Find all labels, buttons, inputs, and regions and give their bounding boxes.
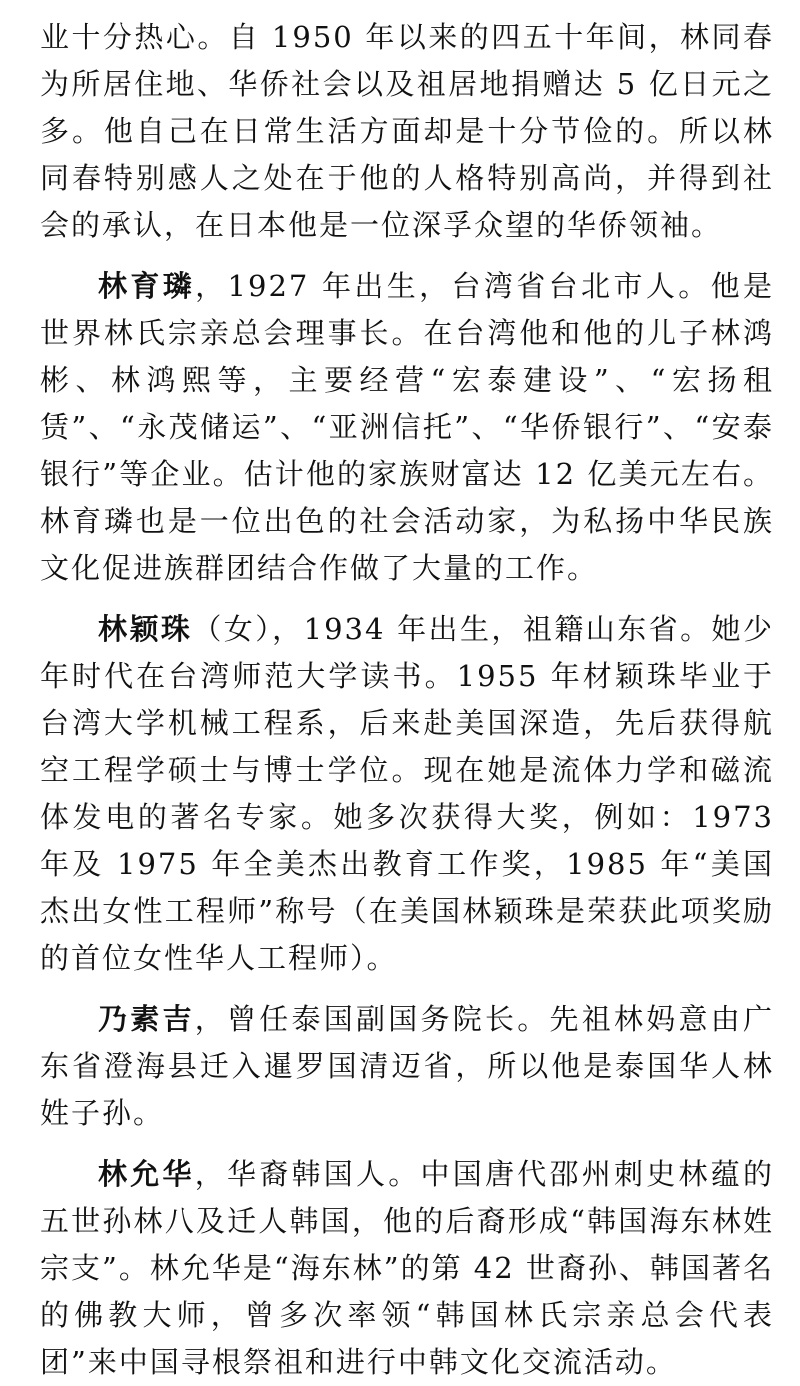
person-name: 乃素吉 xyxy=(98,1002,195,1036)
paragraph-text: ，曾任泰国副国务院长。先祖林妈意由广东省澄海县迁入暹罗国清迈省，所以他是泰国华人林姓子孙。 xyxy=(40,1002,774,1130)
paragraph-lin-yunhua xyxy=(40,1151,774,1386)
paragraph-text: ，1927 年出生，台湾省台北市人。他是世界林氏宗亲总会理事长。在台湾他和他的儿子林鸿彬、林鸿熙等，主要经营“宏泰建设”、“宏扬租赁”、“永茂储运”、“亚洲信托”、“华侨银行”、“安泰银行”等企业。估计他的家族财富达 12 亿美元左右。林育璘也是一位出色的社会活动家，为私扬中华民族文化促进族群团结合作做了大量的工作。 xyxy=(40,269,774,585)
paragraph-lin-yingzhu xyxy=(40,606,774,982)
person-name: 林颖珠 xyxy=(98,612,193,646)
paragraph-lin-tongchun-continued xyxy=(40,14,774,249)
paragraph-text: （女），1934 年出生，祖籍山东省。她少年时代在台湾师范大学读书。1955 年材颖珠毕业于台湾大学机械工程系，后来赴美国深造，先后获得航空工程学硕士与博士学位。现在她是流体力学和磁流体发电的著名专家。她多次获得大奖，例如：1973 年及 1975 年全美杰出教育工作奖，1985 年“美国杰出女性工程师”称号（在美国林颖珠是荣获此项奖励的首位女性华人工程师）。 xyxy=(40,612,774,975)
person-name: 林育璘 xyxy=(98,269,196,303)
paragraph-text: 业十分热心。自 1950 年以来的四五十年间，林同春为所居住地、华侨社会以及祖居地捐赠达 5 亿日元之多。他自己在日常生活方面却是十分节俭的。所以林同春特别感人之处在于他的人格特别高尚，并得到社会的承认，在日本他是一位深孚众望的华侨领袖。 xyxy=(40,20,774,242)
paragraph-text: ，华裔韩国人。中国唐代邵州刺史林蕴的五世孙林八及迁人韩国，他的后裔形成“韩国海东林姓宗支”。林允华是“海东林”的第 42 世裔孙、韩国著名的佛教大师，曾多次率领“韩国林氏宗亲总会代表团”来中国寻根祭祖和进行中韩文化交流活动。 xyxy=(40,1157,774,1379)
paragraph-nai-suji xyxy=(40,996,774,1137)
paragraph-lin-yulin xyxy=(40,263,774,592)
person-name: 林允华 xyxy=(98,1157,195,1191)
